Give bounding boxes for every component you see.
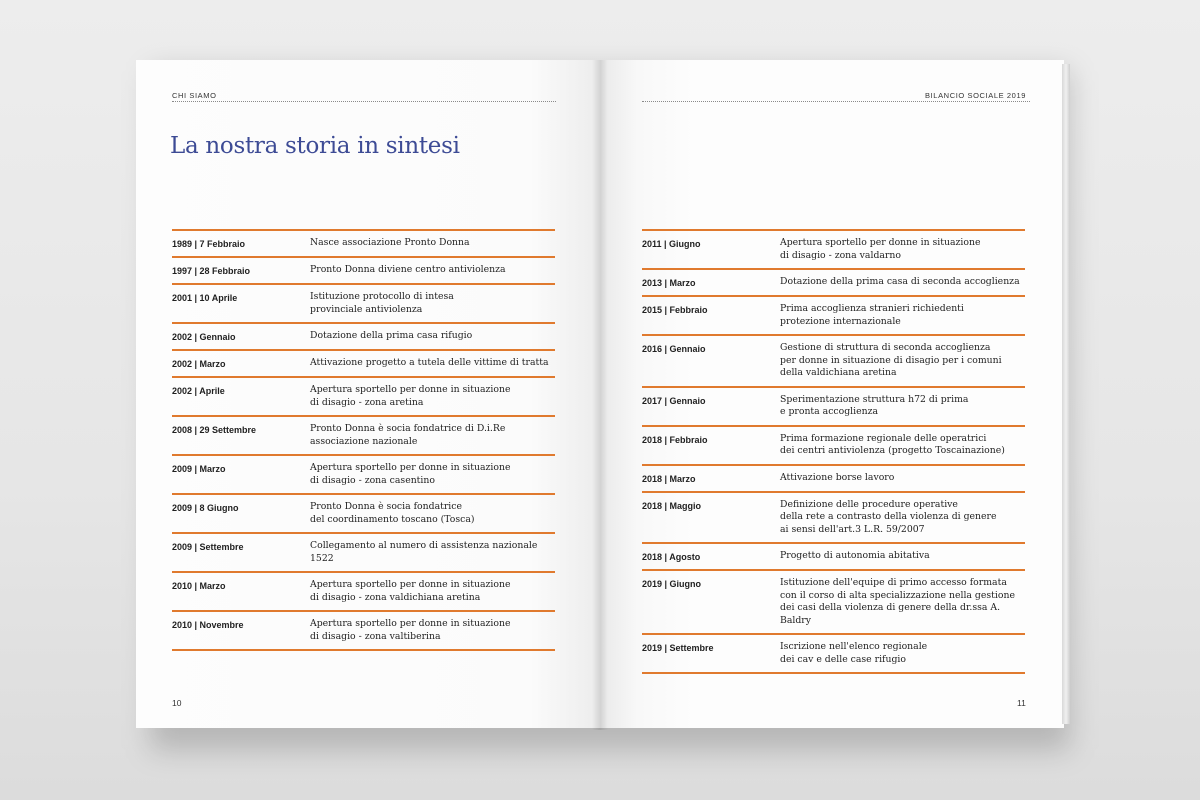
- book-spine: [592, 60, 608, 730]
- timeline-description: Progetto di autonomia abitativa: [780, 550, 930, 561]
- page-number-right: 11: [1017, 698, 1026, 708]
- timeline-date: 2011 | Giugno: [642, 239, 701, 249]
- timeline-date: 1989 | 7 Febbraio: [172, 239, 246, 249]
- orange-rule: [642, 672, 1025, 674]
- timeline-date: 2016 | Gennaio: [642, 344, 706, 354]
- orange-rule: [172, 649, 555, 651]
- timeline-description: Apertura sportello per donne in situazione di disagio - zona valdarno: [780, 237, 981, 261]
- timeline-date: 2010 | Novembre: [172, 620, 244, 630]
- page-number-left: 10: [172, 698, 182, 708]
- timeline-row: [172, 324, 555, 349]
- timeline-description: Pronto Donna diviene centro antiviolenza: [310, 264, 506, 275]
- running-header-left: CHI SIAMO: [172, 91, 217, 100]
- timeline-date: 2018 | Agosto: [642, 552, 701, 562]
- timeline-row: [642, 297, 1025, 334]
- timeline-description: Sperimentazione struttura h72 di prima e pronta accoglienza: [780, 393, 969, 417]
- timeline-table-left: [172, 229, 555, 651]
- timeline-date: 2018 | Maggio: [642, 500, 702, 511]
- timeline-row: [172, 534, 555, 571]
- timeline-row: [642, 493, 1025, 543]
- timeline-description: Apertura sportello per donne in situazione di disagio - zona aretina: [310, 384, 511, 408]
- timeline-row: [642, 231, 1025, 268]
- timeline-table-right: [642, 229, 1025, 674]
- timeline-row: [642, 427, 1025, 464]
- timeline-row: [172, 231, 555, 256]
- timeline-description: Definizione delle procedure operative della rete a contrasto della violenza di genere ai sensi dell'art.3 L.R. 59/2007: [780, 498, 997, 535]
- timeline-date: 2017 | Gennaio: [642, 395, 706, 406]
- timeline-description: Prima accoglienza stranieri richiedenti protezione internazionale: [780, 303, 964, 327]
- running-header-right: BILANCIO SOCIALE 2019: [925, 91, 1026, 100]
- page-title: La nostra storia in sintesi: [170, 133, 460, 159]
- timeline-description: Gestione di struttura di seconda accoglienza per donne in situazione di disagio per i comuni della valdichiana aretina: [780, 342, 1002, 378]
- timeline-row: [642, 336, 1025, 386]
- timeline-row: [642, 571, 1025, 633]
- timeline-date: 1997 | 28 Febbraio: [172, 266, 251, 276]
- dotted-divider-right: [642, 101, 1030, 102]
- timeline-description: Pronto Donna è socia fondatrice del coordinamento toscano (Tosca): [310, 501, 475, 525]
- timeline-row: [642, 388, 1025, 425]
- timeline-row: [172, 378, 555, 415]
- timeline-row: [172, 612, 555, 649]
- timeline-description: Apertura sportello per donne in situazione di disagio - zona valtiberina: [310, 618, 511, 642]
- timeline-description: Attivazione progetto a tutela delle vittime di tratta: [310, 357, 549, 368]
- timeline-row: [172, 351, 555, 376]
- timeline-row: [642, 270, 1025, 295]
- timeline-row: [642, 635, 1025, 672]
- timeline-date: 2008 | 29 Settembre: [172, 425, 257, 435]
- timeline-date: 2018 | Febbraio: [642, 434, 708, 445]
- timeline-description: Dotazione della prima casa rifugio: [310, 330, 473, 341]
- dotted-divider-left: [172, 101, 556, 102]
- timeline-description: Istituzione protocollo di intesa provinciale antiviolenza: [310, 291, 454, 315]
- timeline-date: 2009 | Marzo: [172, 464, 226, 474]
- timeline-date: 2018 | Marzo: [642, 473, 696, 484]
- timeline-row: [172, 285, 555, 322]
- timeline-date: 2015 | Febbraio: [642, 305, 708, 315]
- timeline-row: [172, 258, 555, 283]
- timeline-date: 2009 | 8 Giugno: [172, 503, 239, 513]
- timeline-row: [642, 466, 1025, 491]
- timeline-date: 2019 | Settembre: [642, 643, 714, 653]
- timeline-row: [642, 544, 1025, 569]
- timeline-date: 2013 | Marzo: [642, 278, 696, 288]
- timeline-description: Apertura sportello per donne in situazione di disagio - zona valdichiana aretina: [310, 579, 511, 603]
- timeline-description: Attivazione borse lavoro: [780, 471, 895, 483]
- timeline-date: 2019 | Giugno: [642, 579, 702, 589]
- timeline-row: [172, 417, 555, 454]
- timeline-date: 2009 | Settembre: [172, 542, 244, 552]
- timeline-description: Iscrizione nell'elenco regionale dei cav e delle case rifugio: [780, 641, 928, 665]
- timeline-description: Dotazione della prima casa di seconda accoglienza: [780, 276, 1020, 287]
- page-edge: [1062, 64, 1070, 724]
- timeline-date: 2002 | Gennaio: [172, 332, 236, 342]
- timeline-description: Pronto Donna è socia fondatrice di D.i.Re associazione nazionale: [310, 423, 506, 447]
- timeline-description: Prima formazione regionale delle operatrici dei centri antiviolenza (progetto Toscainazione): [780, 432, 1005, 456]
- timeline-date: 2002 | Aprile: [172, 386, 225, 396]
- timeline-date: 2002 | Marzo: [172, 359, 226, 369]
- timeline-description: Collegamento al numero di assistenza nazionale 1522: [310, 540, 538, 564]
- timeline-row: [172, 456, 555, 493]
- timeline-date: 2001 | 10 Aprile: [172, 293, 238, 303]
- timeline-row: [172, 495, 555, 532]
- timeline-description: Apertura sportello per donne in situazione di disagio - zona casentino: [310, 462, 511, 486]
- timeline-row: [172, 573, 555, 610]
- timeline-description: Nasce associazione Pronto Donna: [310, 237, 470, 248]
- timeline-date: 2010 | Marzo: [172, 581, 226, 591]
- timeline-description: Istituzione dell'equipe di primo accesso formata con il corso di alta specializzazione nella gestione dei casi della violenza di genere della dr.ssa A. Baldry: [780, 577, 1015, 626]
